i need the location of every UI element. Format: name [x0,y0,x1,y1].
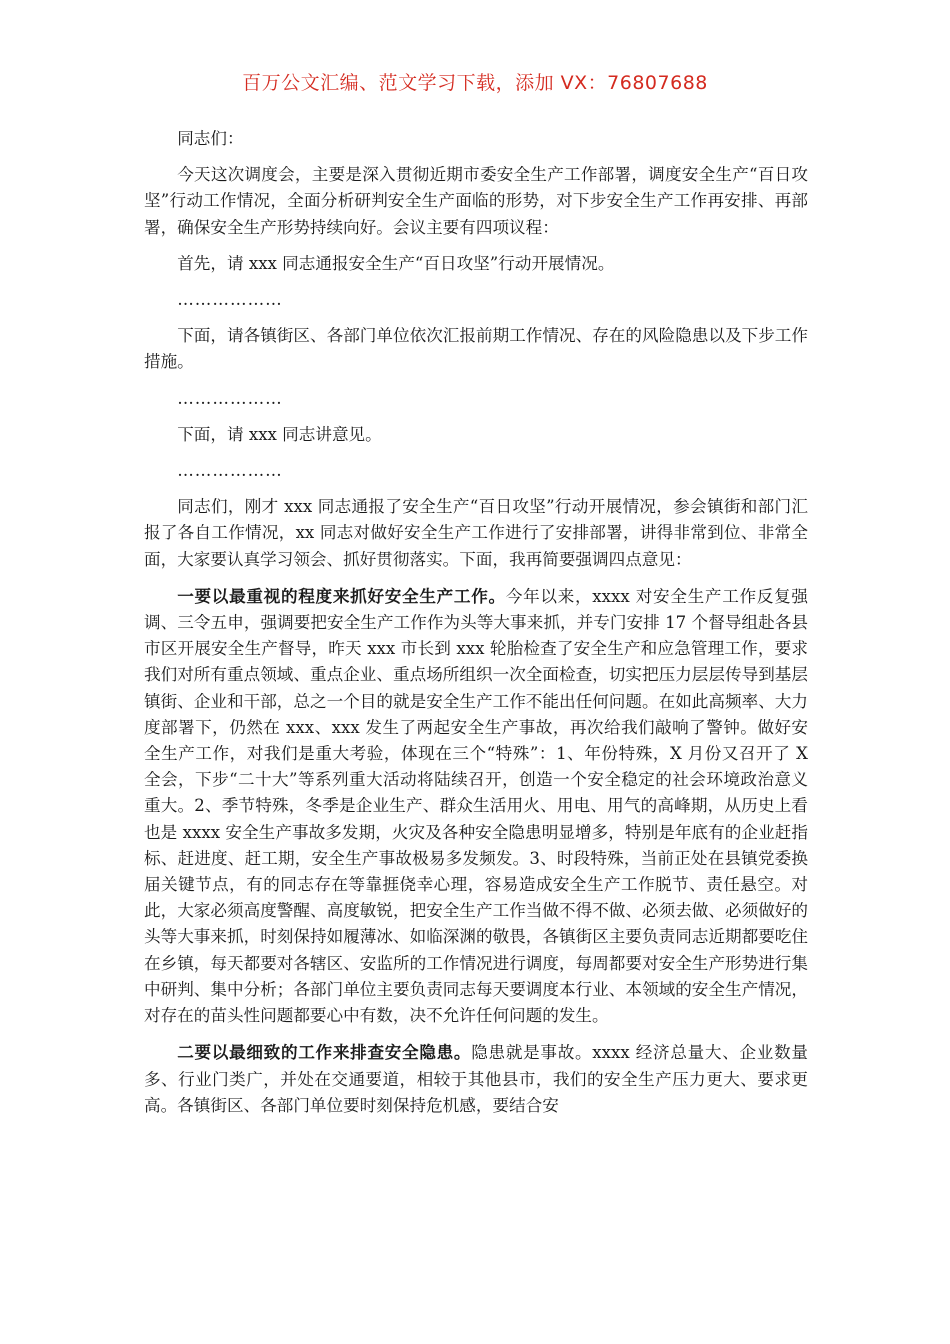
paragraph-point-two [144,1039,808,1119]
point-one-body: 今年以来，xxxx 对安全生产工作反复强调、三令五申，强调要把安全生产工作作为头等大事来抓，并专门安排 17 个督导组赴各县市区开展安全生产督导，昨天 xxx 市长到 xxx 轮胎检查了安全生产和应急管理工作，要求我们对所有重点领域、重点企业、重点场所组织一次全面检查，切实把压力层层传导到基层镇街、企业和干部，总之一个目的就是安全生产工作不能出任何问题。在如此高频率、大力度部署下，仍然在 xxx、xxx 发生了两起安全生产事故，再次给我们敲响了警钟。做好安全生产工作，对我们是重大考验，体现在三个“特殊”：1、年份特殊，X 月份又召开了 X 全会，下步“二十大”等系列重大活动将陆续召开，创造一个安全稳定的社会环境政治意义重大。2、季节特殊，冬季是企业生产、群众生活用火、用电、用气的高峰期，从历史上看也是 xxxx 安全生产事故多发期，火灾及各种安全隐患明显增多，特别是年底有的企业赶指标、赶进度、赶工期，安全生产事故极易多发频发。3、时段特殊，当前正处在县镇党委换届关键节点，有的同志存在等靠捱侥幸心理，容易造成安全生产工作脱节、责任悬空。对此，大家必须高度警醒、高度敏锐，把安全生产工作当做不得不做、必须去做、必须做好的头等大事来抓，时刻保持如履薄冰、如临深渊的敬畏，各镇街区主要负责同志近期都要吃住在乡镇，每天都要对各辖区、安监所的工作情况进行调度，每周都要对安全生产形势进行集中研判、集中分析；各部门单位主要负责同志每天要调度本行业、本领域的安全生产情况，对存在的苗头性问题都要心中有数，决不允许任何问题的发生。 [144,586,808,1026]
paragraph-summary: 同志们，刚才 xxx 同志通报了安全生产“百日攻坚”行动开展情况，参会镇街和部门汇报了各自工作情况，xx 同志对做好安全生产工作进行了安排部署，讲得非常到位、非常全面，大家要认真学习领会、抓好贯彻落实。下面，我再简要强调四点意见： [144,497,808,569]
paragraph-intro: 今天这次调度会，主要是深入贯彻近期市委安全生产工作部署，调度安全生产“百日攻坚”行动工作情况，全面分析研判安全生产面临的形势，对下步安全生产工作再安排、再部署，确保安全生产形势持续向好。会议主要有四项议程： [144,165,808,237]
paragraph-point-one [144,583,808,1029]
document-body [144,126,808,1129]
point-two-body: 隐患就是事故。xxxx 经济总量大、企业数量多、行业门类广，并处在交通要道，相较于其他县市，我们的安全生产压力更大、要求更高。各镇街区、各部门单位要时刻保持危机感，要结合安 [144,1043,808,1115]
watermark-banner: 百万公文汇编、范文学习下载，添加 VX：76807688 [242,72,708,94]
ellipsis-separator: ……………… [177,388,283,408]
point-two-title: 二要以最细致的工作来排查安全隐患。 [177,1042,472,1063]
paragraph-third-agenda: 下面，请 xxx 同志讲意见。 [177,424,382,444]
ellipsis-separator: ……………… [177,461,283,481]
paragraph-second-agenda: 下面，请各镇街区、各部门单位依次汇报前期工作情况、存在的风险隐患以及下步工作措施。 [144,326,808,372]
greeting: 同志们： [177,129,244,148]
ellipsis-separator: ……………… [177,290,283,310]
paragraph-first-agenda: 首先，请 xxx 同志通报安全生产“百日攻坚”行动开展情况。 [177,253,615,273]
point-one-title: 一要以最重视的程度来抓好安全生产工作。 [177,585,506,606]
